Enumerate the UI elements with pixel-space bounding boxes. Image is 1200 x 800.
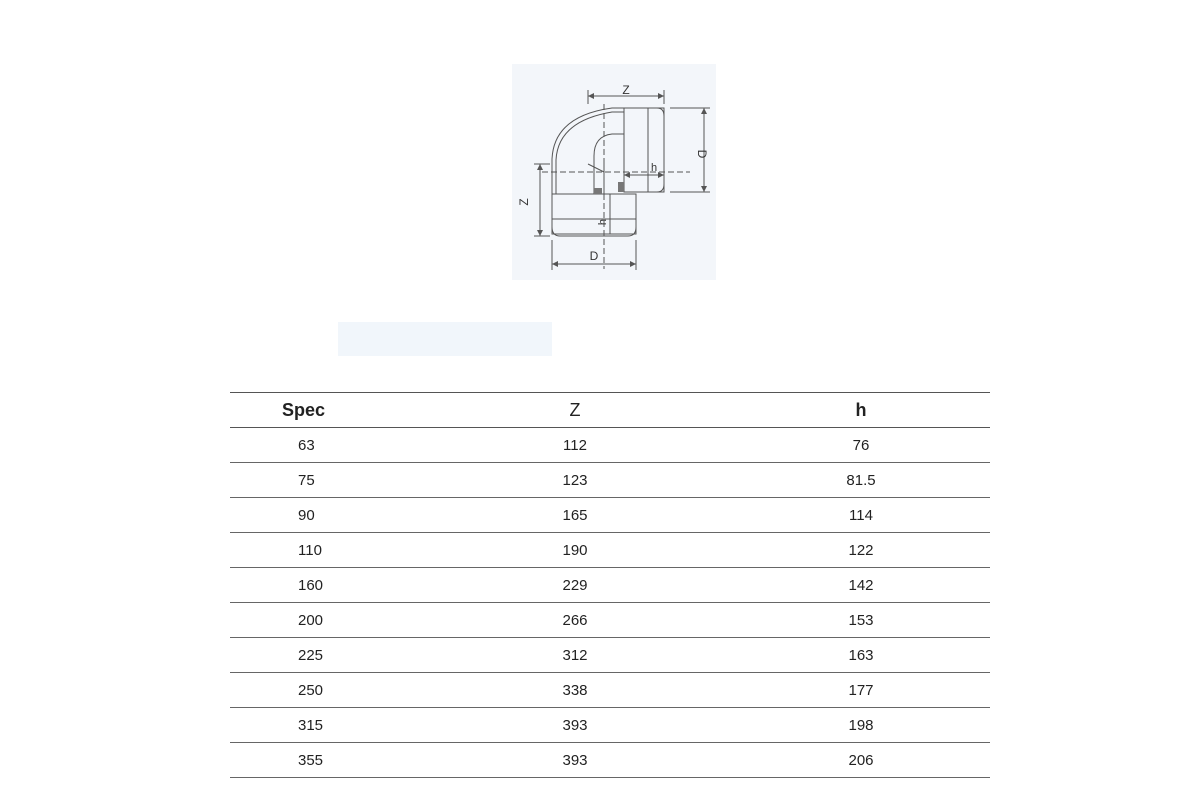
cell-spec: 63 bbox=[230, 428, 390, 463]
header-z: Z bbox=[390, 393, 690, 428]
cell-spec: 250 bbox=[230, 673, 390, 708]
table-row bbox=[230, 708, 990, 743]
cell-z: 312 bbox=[390, 638, 690, 673]
cell-h: 122 bbox=[690, 533, 990, 568]
cell-z: 266 bbox=[390, 603, 690, 638]
cell-h: 81.5 bbox=[690, 463, 990, 498]
cell-z: 229 bbox=[390, 568, 690, 603]
table-row bbox=[230, 568, 990, 603]
cell-spec: 160 bbox=[230, 568, 390, 603]
elbow-outer-wall bbox=[552, 108, 624, 194]
cell-h: 198 bbox=[690, 708, 990, 743]
elbow-fitting-diagram bbox=[512, 64, 716, 280]
cell-z: 123 bbox=[390, 463, 690, 498]
arrowhead bbox=[658, 172, 664, 178]
elbow-outer-wall-inner bbox=[556, 112, 624, 194]
cell-z: 393 bbox=[390, 743, 690, 778]
arrowhead bbox=[624, 172, 630, 178]
cell-h: 206 bbox=[690, 743, 990, 778]
cell-spec: 90 bbox=[230, 498, 390, 533]
arrowhead bbox=[701, 186, 707, 192]
upper-weld-fillet bbox=[618, 182, 624, 192]
elbow-technical-drawing bbox=[512, 64, 716, 280]
table-row bbox=[230, 638, 990, 673]
cell-h: 76 bbox=[690, 428, 990, 463]
cell-h: 142 bbox=[690, 568, 990, 603]
header-h: h bbox=[690, 393, 990, 428]
cell-z: 165 bbox=[390, 498, 690, 533]
table-row bbox=[230, 463, 990, 498]
top-z-label: Z bbox=[622, 83, 630, 97]
header-spec: Spec bbox=[230, 393, 390, 428]
cell-spec: 75 bbox=[230, 463, 390, 498]
lower-socket bbox=[552, 194, 636, 234]
table-row bbox=[230, 603, 990, 638]
bend-radius-mark bbox=[588, 164, 604, 172]
cell-spec: 225 bbox=[230, 638, 390, 673]
dimension-table bbox=[230, 392, 990, 778]
cell-h: 177 bbox=[690, 673, 990, 708]
table-row bbox=[230, 743, 990, 778]
faint-background-band bbox=[338, 322, 552, 356]
lower-h-label: h bbox=[597, 218, 609, 226]
lower-socket-rim bbox=[552, 227, 636, 236]
arrowhead bbox=[537, 230, 543, 236]
right-socket-rim bbox=[657, 108, 664, 192]
cell-z: 393 bbox=[390, 708, 690, 743]
cell-z: 112 bbox=[390, 428, 690, 463]
arrowhead bbox=[552, 261, 558, 267]
arrowhead bbox=[630, 261, 636, 267]
cell-spec: 110 bbox=[230, 533, 390, 568]
table-row bbox=[230, 498, 990, 533]
cell-h: 114 bbox=[690, 498, 990, 533]
table-row bbox=[230, 428, 990, 463]
cell-z: 338 bbox=[390, 673, 690, 708]
arrowhead bbox=[701, 108, 707, 114]
arrowhead bbox=[588, 93, 594, 99]
lower-weld-fillet bbox=[594, 188, 602, 194]
table-header-row bbox=[230, 393, 990, 428]
cell-spec: 200 bbox=[230, 603, 390, 638]
cell-spec: 315 bbox=[230, 708, 390, 743]
upper-h-label: h bbox=[650, 162, 658, 174]
table-row bbox=[230, 673, 990, 708]
cell-z: 190 bbox=[390, 533, 690, 568]
arrowhead bbox=[537, 164, 543, 170]
cell-h: 153 bbox=[690, 603, 990, 638]
arrowhead bbox=[658, 93, 664, 99]
left-z-label: Z bbox=[517, 198, 531, 206]
cell-spec: 355 bbox=[230, 743, 390, 778]
right-d-label: D bbox=[695, 149, 709, 159]
bottom-d-label: D bbox=[589, 249, 599, 263]
table-row bbox=[230, 533, 990, 568]
right-socket bbox=[624, 108, 664, 192]
cell-h: 163 bbox=[690, 638, 990, 673]
